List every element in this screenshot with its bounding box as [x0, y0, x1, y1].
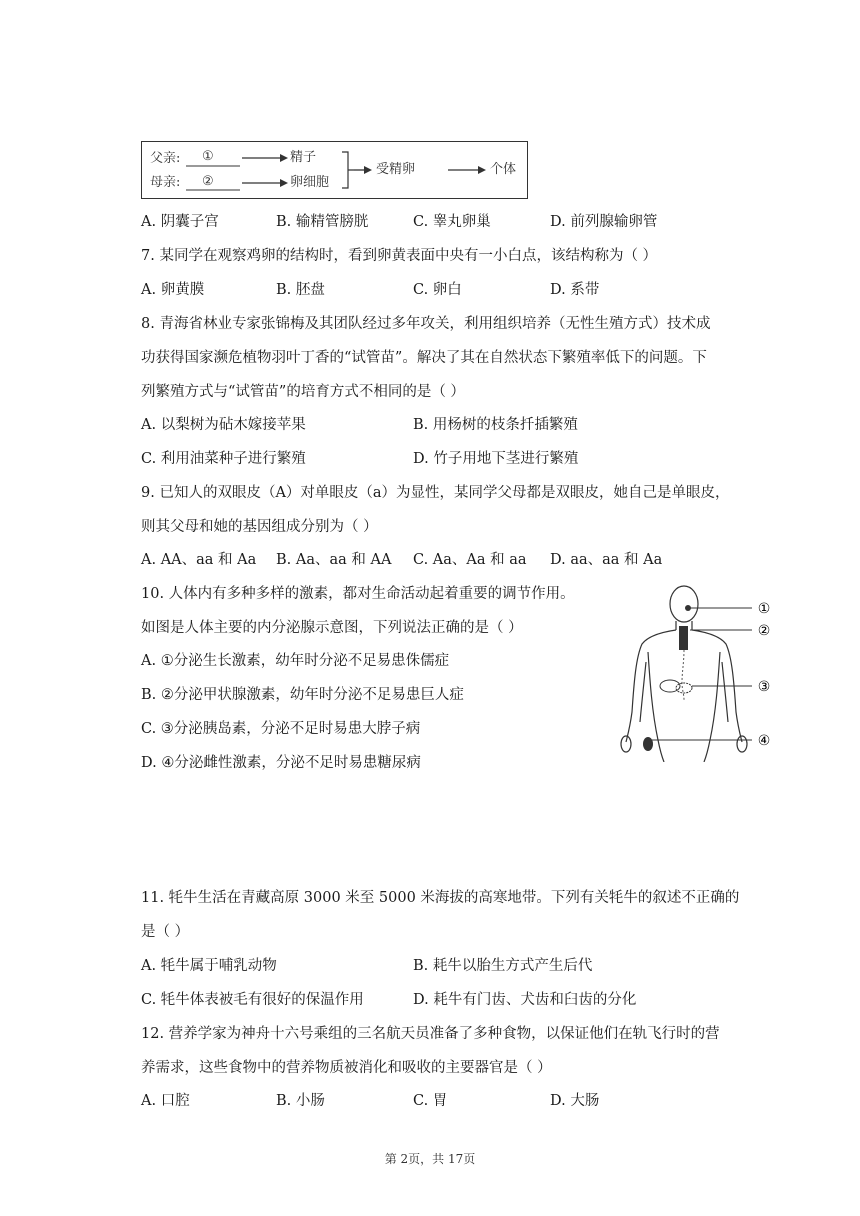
q12-option-b[interactable]: B. 小肠: [276, 1093, 325, 1109]
q11-option-c[interactable]: C. 牦牛体表被毛有很好的保温作用: [141, 992, 364, 1008]
q9-option-b[interactable]: B. Aa、aa 和 AA: [276, 552, 392, 568]
q7-option-d[interactable]: D. 系带: [550, 282, 600, 298]
q9-stem-line-2: 则其父母和她的基因组成分别为（ ）: [141, 519, 378, 535]
q10-option-b[interactable]: B. ②分泌甲状腺激素，幼年时分泌不足易患巨人症: [141, 687, 464, 703]
q7-option-a[interactable]: A. 卵黄膜: [141, 282, 205, 298]
q7-stem: 7. 某同学在观察鸡卵的结构时，看到卵黄表面中央有一小白点，该结构称为（ ）: [141, 248, 658, 264]
q9-stem-line-1: 9. 已知人的双眼皮（A）对单眼皮（a）为显性，某同学父母都是双眼皮，她自己是单眼皮，: [141, 485, 730, 501]
q7-option-c[interactable]: C. 卵白: [413, 282, 462, 298]
q8-stem-line-1: 8. 青海省林业专家张锦梅及其团队经过多年攻关，利用组织培养（无性生殖方式）技术成: [141, 316, 711, 332]
q12-option-d[interactable]: D. 大肠: [550, 1093, 600, 1109]
q6-option-d[interactable]: D. 前列腺输卵管: [550, 214, 658, 230]
figure-label-3: ③: [757, 679, 771, 695]
q8-option-d[interactable]: D. 竹子用地下茎进行繁殖: [413, 451, 579, 467]
q8-stem-line-2: 功获得国家濒危植物羽叶丁香的“试管苗”。解决了其在自然状态下繁殖率低下的问题。下: [141, 350, 707, 366]
individual-label: 个体: [490, 162, 517, 177]
q10-stem-line-2: 如图是人体主要的内分泌腺示意图，下列说法正确的是（ ）: [141, 620, 523, 636]
q12-option-a[interactable]: A. 口腔: [141, 1093, 190, 1109]
endocrine-gland-figure: [614, 582, 784, 762]
q10-option-a[interactable]: A. ①分泌生长激素，幼年时分泌不足易患侏儒症: [141, 653, 450, 669]
q11-stem-line-1: 11. 牦牛生活在青藏高原 3000 米至 5000 米海拔的高寒地带。下列有关牦牛的叙述不正确的: [141, 890, 740, 906]
q8-option-b[interactable]: B. 用杨树的枝条扦插繁殖: [413, 417, 578, 433]
q6-option-c[interactable]: C. 睾丸卵巢: [413, 214, 491, 230]
q11-stem-line-2: 是（ ）: [141, 924, 190, 940]
flow-arrows: [142, 142, 527, 198]
figure-label-4: ④: [757, 733, 771, 749]
q8-stem-line-3: 列繁殖方式与“试管苗”的培育方式不相同的是（ ）: [141, 384, 465, 400]
figure-label-2: ②: [757, 623, 771, 639]
q8-option-a[interactable]: A. 以梨树为砧木嫁接苹果: [141, 417, 306, 433]
zygote-label: 受精卵: [376, 162, 416, 177]
q6-option-a[interactable]: A. 阴囊子宫: [141, 214, 219, 230]
mother-label: 母亲:: [150, 175, 181, 190]
q12-stem-line-2: 养需求，这些食物中的营养物质被消化和吸收的主要器官是（ ）: [141, 1060, 552, 1076]
q12-option-c[interactable]: C. 胃: [413, 1093, 448, 1109]
figure-label-1: ①: [757, 601, 771, 617]
q10-option-d[interactable]: D. ④分泌雌性激素，分泌不足时易患糖尿病: [141, 755, 421, 771]
page-footer: 第 2页，共 17页: [384, 1152, 476, 1166]
q10-stem-line-1: 10. 人体内有多种多样的激素，都对生命活动起着重要的调节作用。: [141, 586, 575, 602]
q11-option-b[interactable]: B. 耗牛以胎生方式产生后代: [413, 958, 593, 974]
sperm-label: 精子: [290, 150, 317, 165]
q11-option-a[interactable]: A. 牦牛属于哺乳动物: [141, 958, 277, 974]
q6-option-b[interactable]: B. 输精管膀胱: [276, 214, 369, 230]
q9-option-a[interactable]: A. AA、aa 和 Aa: [141, 552, 257, 568]
q12-stem-line-1: 12. 营养学家为神舟十六号乘组的三名航天员准备了多种食物，以保证他们在轨飞行时的营: [141, 1026, 720, 1042]
father-label: 父亲:: [150, 151, 181, 166]
q10-option-c[interactable]: C. ③分泌胰岛素，分泌不足时易患大脖子病: [141, 721, 421, 737]
blank-1: ①: [202, 149, 214, 164]
q8-option-c[interactable]: C. 利用油菜种子进行繁殖: [141, 451, 306, 467]
q7-option-b[interactable]: B. 胚盘: [276, 282, 325, 298]
q9-option-d[interactable]: D. aa、aa 和 Aa: [550, 552, 663, 568]
reproduction-flow-diagram: [141, 141, 528, 199]
blank-2: ②: [202, 174, 214, 189]
q9-option-c[interactable]: C. Aa、Aa 和 aa: [413, 552, 527, 568]
q11-option-d[interactable]: D. 耗牛有门齿、犬齿和臼齿的分化: [413, 992, 637, 1008]
egg-label: 卵细胞: [290, 175, 330, 190]
